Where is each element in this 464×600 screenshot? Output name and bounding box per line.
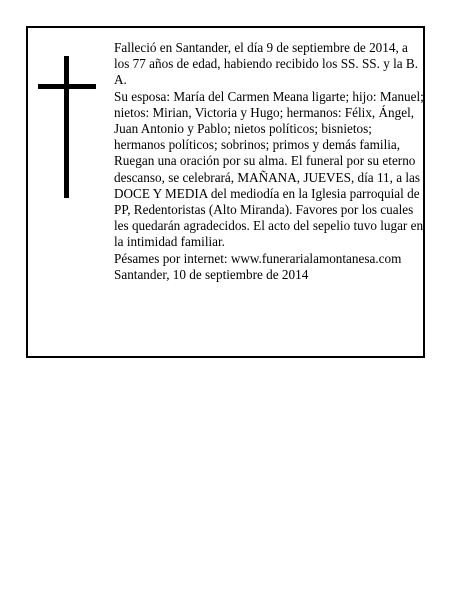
obituary-text bbox=[114, 40, 424, 283]
obituary-notice bbox=[26, 26, 425, 358]
condolences-website: Pésames por internet: www.funerarialamontanesa.com bbox=[114, 250, 402, 266]
family-list: Su esposa: María del Carmen Meana ligarte; hijo: Manuel; nietos: Mirian, Victoria y Hugo; hermanos: Félix, Ángel, Juan Antonio y Pablo; nietos políticos; bisnietos; hermanos políticos; sobrinos; primos y demás familia, bbox=[114, 88, 424, 153]
cross-icon bbox=[38, 56, 96, 198]
place-and-date: Santander, 10 de septiembre de 2014 bbox=[114, 266, 309, 282]
cross-horizontal-bar bbox=[38, 84, 96, 89]
death-announcement: Falleció en Santander, el día 9 de septiembre de 2014, a los 77 años de edad, habiendo recibido los SS. SS. y la B. A. bbox=[114, 40, 419, 88]
funeral-details: Ruegan una oración por su alma. El funeral por su eterno descanso, se celebrará, MAÑANA, JUEVES, día 11, a las DOCE Y MEDIA del mediodía en la Iglesia parroquial de PP, Redentoristas (Alto Miranda). Favores por los cuales les quedarán agradecidos. El acto del sepelio tuvo lugar en la intimidad familiar. bbox=[114, 153, 424, 250]
cross-vertical-bar bbox=[64, 56, 69, 198]
